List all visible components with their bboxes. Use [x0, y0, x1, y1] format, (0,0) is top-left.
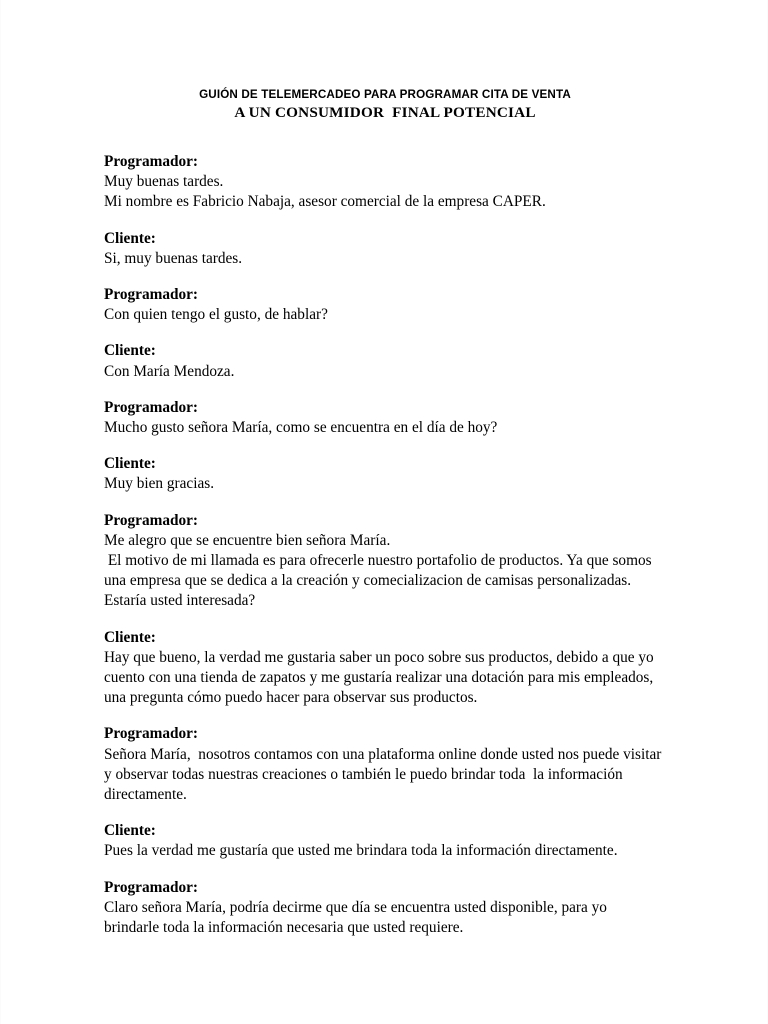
title-line-1: GUIÓN DE TELEMERCADEO PARA PROGRAMAR CITA DE VENTA: [199, 87, 571, 101]
dialogue-line: Muy bien gracias.: [104, 475, 215, 493]
speaker-label: Programador:: [104, 878, 199, 896]
dialogue-line: Con quien tengo el gusto, de hablar?: [104, 306, 328, 324]
dialogue-body: [104, 152, 666, 938]
dialogue-line: Hay que bueno, la verdad me gustaria saber un poco sobre sus productos, debido a que yo cuento con una tienda de zapatos y me gustaría realizar una dotación para mis empleados, una pregunta cómo puedo hacer para observar sus productos.: [104, 648, 658, 707]
speaker-label: Cliente:: [104, 229, 156, 247]
speaker-label: Cliente:: [104, 455, 156, 473]
speaker-label: Programador:: [104, 511, 199, 529]
dialogue-turn: [104, 341, 662, 381]
speaker-label: Cliente:: [104, 628, 156, 646]
speaker-label: Programador:: [104, 286, 199, 304]
dialogue-line: Muy buenas tardes.: [104, 173, 224, 191]
title-line-2: A UN CONSUMIDOR FINAL POTENCIAL: [234, 104, 536, 121]
dialogue-line: Claro señora María, podría decirme que día se encuentra usted disponible, para yo brindarle toda la información necesaria que usted requiere.: [104, 898, 611, 937]
speaker-label: Programador:: [104, 398, 199, 416]
dialogue-turn: [104, 285, 662, 325]
dialogue-turn: [104, 878, 662, 939]
dialogue-turn: [104, 454, 662, 494]
dialogue-line: Si, muy buenas tardes.: [104, 249, 243, 267]
dialogue-turn: [104, 152, 662, 213]
speaker-label: Programador:: [104, 153, 199, 170]
dialogue-line: Mucho gusto señora María, como se encuentra en el día de hoy?: [104, 419, 498, 437]
speaker-label: Programador:: [104, 725, 199, 743]
dialogue-line: Me alegro que se encuentre bien señora María.: [104, 531, 391, 549]
dialogue-line: Mi nombre es Fabricio Nabaja, asesor comercial de la empresa CAPER.: [104, 193, 546, 211]
dialogue-line: El motivo de mi llamada es para ofrecerle nuestro portafolio de productos. Ya que somos una empresa que se dedica a la creación y comecializacion de camisas personalizadas. Estaría usted interesada?: [104, 552, 656, 610]
dialogue-line: Señora María, nosotros contamos con una plataforma online donde usted nos puede visitar y observar todas nuestras creaciones o también le puedo brindar toda la información directamente.: [104, 745, 666, 804]
dialogue-turn: [104, 628, 662, 709]
document-title: [1, 86, 768, 122]
dialogue-turn: [104, 724, 666, 805]
speaker-label: Cliente:: [104, 822, 156, 840]
dialogue-turn: [104, 398, 662, 438]
dialogue-turn: [104, 229, 662, 269]
dialogue-turn: [104, 821, 662, 861]
dialogue-line: Pues la verdad me gustaría que usted me brindara toda la información directamente.: [104, 842, 618, 860]
dialogue-turn: [104, 511, 662, 612]
dialogue-line: Con María Mendoza.: [104, 362, 235, 380]
speaker-label: Cliente:: [104, 342, 156, 360]
